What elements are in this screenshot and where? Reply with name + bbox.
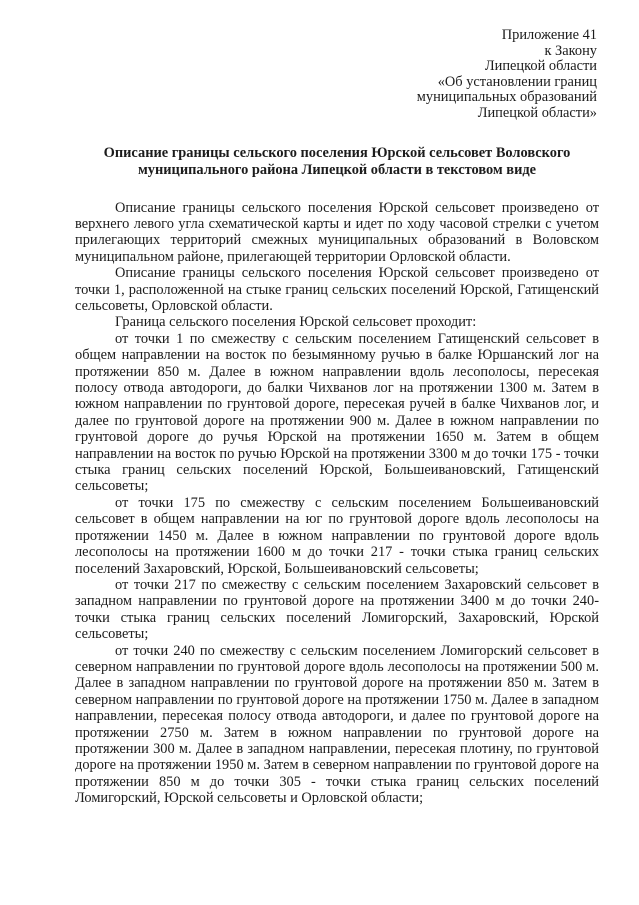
paragraph: Описание границы сельского поселения Юрской сельсовет произведено от точки 1, расположенной на стыке границ сельских поселений Юрской, Гатищенский сельсоветы, Орловской области. bbox=[75, 265, 599, 314]
appendix-header bbox=[75, 28, 597, 122]
paragraph: от точки 1 по смежеству с сельским поселением Гатищенский сельсовет в общем направлении на восток по безымянному ручью в балке Юршанский лог на протяжении 850 м. Далее в южном направлении вдоль лесополосы, пересекая полосу отвода автодороги, до балки Чихванов лог на протяжении 1300 м. Затем в южном направлении по грунтовой дороге, пересекая ручей в балке Чихванов лог, и далее по грунтовой дороге на протяжении 900 м. Далее в южном направлении по грунтовой дороге до ручья Юрской на протяжении 1650 м. Затем в общем направлении на восток по ручью Юрской на протяжении 3300 м до точки 175 - точки стыка границ сельских поселений Юрской, Большеивановский, Гатищенский сельсоветы; bbox=[75, 330, 599, 495]
paragraph: от точки 240 по смежеству с сельским поселением Ломигорский сельсовет в северном направлении по грунтовой дороге вдоль лесополосы на протяжении 500 м. Далее в западном направлении по грунтовой дороге на протяжении 850 м. Затем в северном направлении по грунтовой дороге на протяжении 1750 м. Далее в западном направлении, пересекая полосу отвода автодороги, и далее по грунтовой дороге на протяжении 2750 м. Затем в южном направлении по грунтовой дороге на протяжении 300 м. Далее в западном направлении, пересекая плотину, по грунтовой дороге на протяжении 1950 м. Затем в северном направлении по грунтовой дороге на протяжении 850 м до точки 305 - точки стыка границ сельских поселений Ломигорский, Юрской сельсоветы и Орловской области; bbox=[75, 642, 599, 807]
appendix-line: Липецкой области bbox=[484, 58, 597, 75]
document-title: Описание границы сельского поселения Юрской сельсовет Воловского муниципального района Липецкой области в текстовом виде bbox=[103, 144, 571, 179]
appendix-line: к Закону bbox=[544, 42, 597, 59]
appendix-line: муниципальных образований bbox=[416, 89, 597, 106]
paragraph: от точки 175 по смежеству с сельским поселением Большеивановский сельсовет в общем направлении на юг по грунтовой дороге вдоль лесополосы на протяжении 1450 м. Далее в южном направлении по грунтовой дороге вдоль лесополосы на протяжении 1600 м до точки 217 - точки стыка границ сельских поселений Захаровский, Юрской, Большеивановский сельсоветы; bbox=[75, 494, 599, 577]
appendix-line: Липецкой области» bbox=[477, 104, 597, 121]
document-body bbox=[75, 200, 599, 807]
appendix-line: «Об установлении границ bbox=[437, 73, 597, 90]
paragraph: Граница сельского поселения Юрской сельсовет проходит: bbox=[115, 314, 477, 331]
paragraph: Описание границы сельского поселения Юрской сельсовет произведено от верхнего левого угла схематической карты и идет по ходу часовой стрелки с учетом прилегающих территорий смежных муниципальных образований в Воловском муниципальном районе, прилегающей территории Орловской области. bbox=[75, 199, 599, 265]
paragraph: от точки 217 по смежеству с сельским поселением Захаровский сельсовет в западном направлении по грунтовой дороге на протяжении 3400 м до точки 240- точки стыка границ сельских поселений Ломигорский, Захаровский, Юрской сельсоветы; bbox=[75, 576, 599, 643]
appendix-line: Приложение 41 bbox=[501, 27, 597, 43]
